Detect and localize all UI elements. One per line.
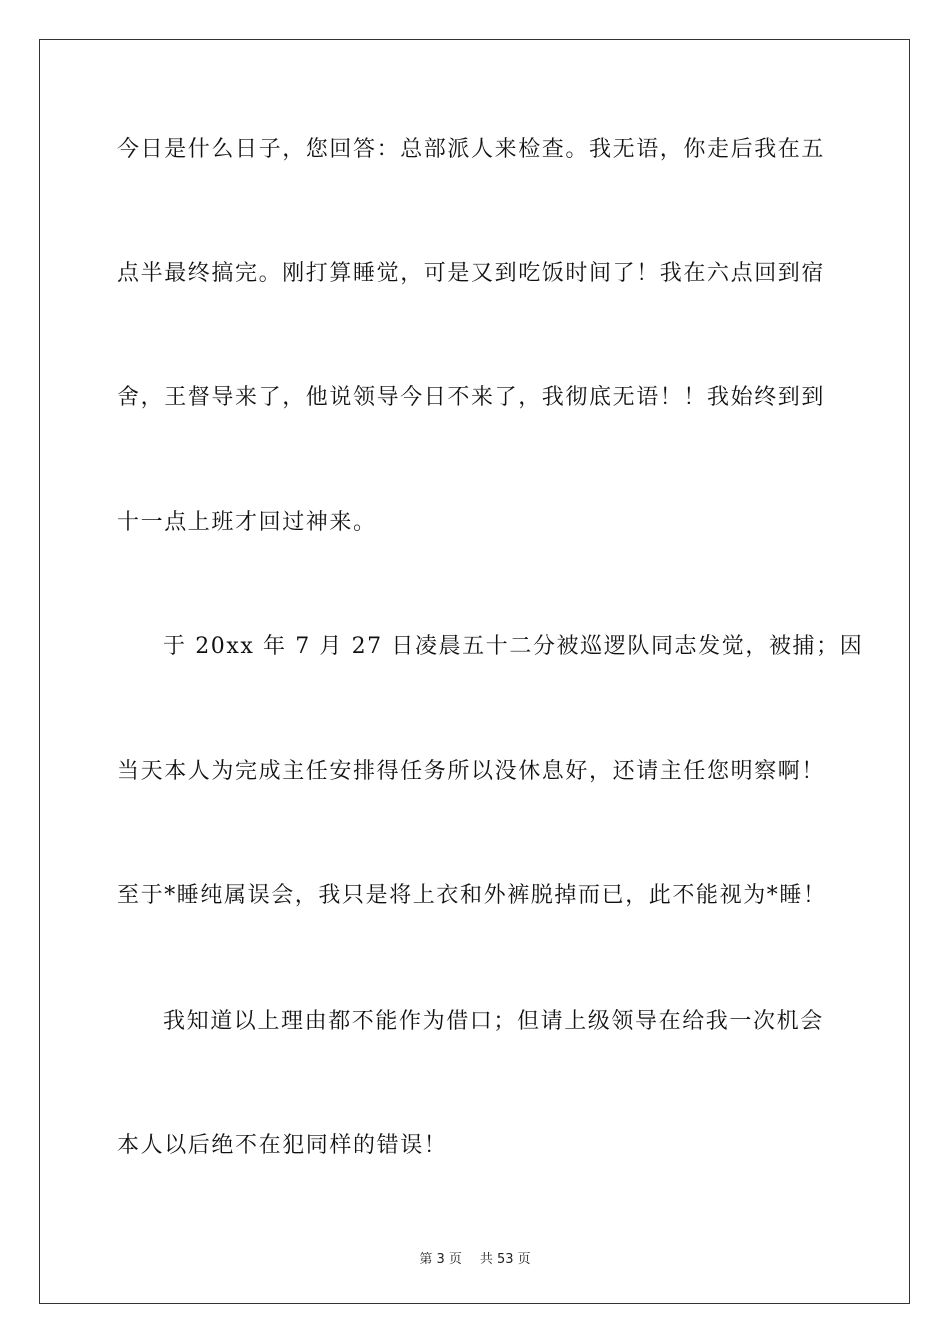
- text-line-1: 今日是什么日子，您回答：总部派人来检查。我无语，你走后我在五: [117, 137, 826, 162]
- page-number: 第 3 页: [419, 1252, 462, 1267]
- text-line-7: 至于*睡纯属误会，我只是将上衣和外裤脱掉而已，此不能视为*睡！: [117, 883, 827, 908]
- text-line-2: 点半最终搞完。刚打算睡觉，可是又到吃饭时间了！我在六点回到宿: [117, 261, 826, 286]
- text-line-5: 于 20xx 年 7 月 27 日凌晨五十二分被巡逻队同志发觉，被捕；因: [163, 634, 864, 659]
- text-line-9: 本人以后绝不在犯同样的错误！: [117, 1133, 448, 1158]
- text-line-6: 当天本人为完成主任安排得任务所以没休息好，还请主任您明察啊！: [117, 759, 826, 784]
- text-line-8: 我知道以上理由都不能作为借口；但请上级领导在给我一次机会: [163, 1009, 824, 1034]
- page-footer: [0, 1248, 950, 1267]
- page-border: [39, 39, 910, 1304]
- total-pages: 共 53 页: [479, 1252, 531, 1267]
- text-line-3: 舍，王督导来了，他说领导今日不来了，我彻底无语！！我始终到到: [117, 385, 826, 410]
- text-line-4: 十一点上班才回过神来。: [117, 510, 377, 535]
